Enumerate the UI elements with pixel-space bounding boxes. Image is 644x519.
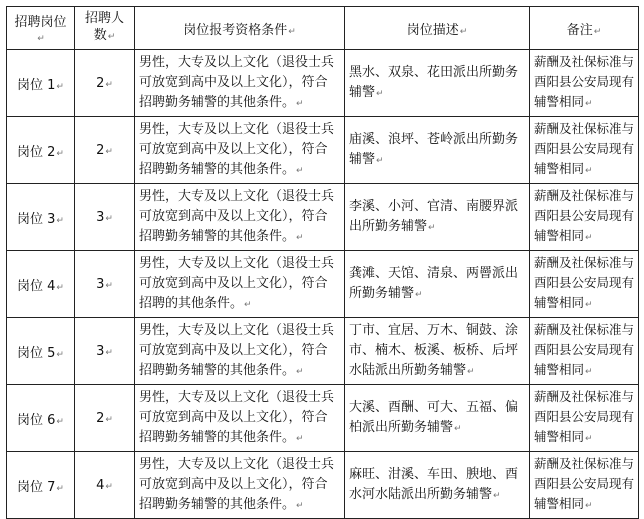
conditions-text: 男性，大专及以上文化（退役士兵可放宽到高中及以上文化），符合招聘勤务辅警的其他条件。 [139,188,335,244]
header-description [345,7,530,50]
position-label: 岗位 2 [17,144,56,160]
position-label: 岗位 1 [17,77,56,93]
description-cell [345,184,530,251]
table-body [7,50,639,519]
position-cell [7,117,75,184]
paragraph-mark: ↵ [296,500,304,511]
conditions-cell [135,385,345,452]
note-text: 薪酬及社保标准与酉阳县公安局现有辅警相同 [534,188,635,243]
description-cell [345,452,530,519]
description-cell [345,318,530,385]
conditions-text: 男性，大专及以上文化（退役士兵可放宽到高中及以上文化），符合招聘勤务辅警的其他条件。 [139,456,335,512]
paragraph-mark: ↵ [296,165,304,176]
note-cell [530,184,639,251]
paragraph-mark: ↵ [585,99,593,109]
description-cell [345,117,530,184]
paragraph-mark: ↵ [585,501,593,511]
paragraph-mark: ↵ [585,434,593,444]
table-row [7,184,639,251]
paragraph-mark: ↵ [454,423,462,434]
conditions-cell [135,452,345,519]
header-count [75,7,135,50]
count-cell [75,385,135,452]
count-cell [75,251,135,318]
paragraph-mark: ↵ [56,148,64,159]
paragraph-mark: ↵ [56,215,64,226]
count-cell [75,452,135,519]
note-cell [530,50,639,117]
description-cell [345,50,530,117]
count-cell [75,117,135,184]
description-text: 丁市、宜居、万木、铜鼓、涂市、楠木、板溪、板桥、后坪水陆派出所勤务辅警 [349,322,519,378]
paragraph-mark: ↵ [56,416,64,427]
note-cell [530,251,639,318]
table-row [7,117,639,184]
note-text: 薪酬及社保标准与酉阳县公安局现有辅警相同 [534,456,635,511]
conditions-cell [135,50,345,117]
count-value: 2 [96,142,105,158]
count-value: 2 [96,410,105,426]
conditions-cell [135,318,345,385]
note-cell [530,452,639,519]
header-count-label: 招聘人数 [84,11,124,43]
paragraph-mark: ↵ [376,88,384,99]
position-cell [7,251,75,318]
count-value: 3 [96,276,105,292]
position-label: 岗位 3 [17,211,56,227]
paragraph-mark: ↵ [105,481,113,492]
paragraph-mark: ↵ [105,280,113,291]
paragraph-mark: ↵ [244,299,252,310]
note-text: 薪酬及社保标准与酉阳县公安局现有辅警相同 [534,54,635,109]
description-text: 庙溪、浪坪、苍岭派出所勤务辅警 [349,131,519,167]
note-text: 薪酬及社保标准与酉阳县公安局现有辅警相同 [534,322,635,377]
paragraph-mark: ↵ [493,490,501,501]
note-text: 薪酬及社保标准与酉阳县公安局现有辅警相同 [534,255,635,310]
description-cell [345,385,530,452]
header-note-label: 备注 [566,22,593,38]
position-cell [7,184,75,251]
position-label: 岗位 6 [17,412,56,428]
conditions-text: 男性，大专及以上文化（退役士兵可放宽到高中及以上文化），符合招聘勤务辅警的其他条件。 [139,54,335,110]
paragraph-mark: ↵ [56,81,64,92]
paragraph-mark: ↵ [585,367,593,377]
count-value: 3 [96,209,105,225]
position-cell [7,318,75,385]
paragraph-mark: ↵ [56,282,64,293]
header-note [530,7,639,50]
conditions-text: 男性，大专及以上文化（退役士兵可放宽到高中及以上文化），符合招聘勤务辅警的其他条件。 [139,322,335,378]
paragraph-mark: ↵ [585,233,593,243]
paragraph-mark: ↵ [585,300,593,310]
paragraph-mark: ↵ [459,26,468,37]
paragraph-mark: ↵ [585,166,593,176]
description-text: 黑水、双泉、花田派出所勤务辅警 [349,64,519,100]
position-label: 岗位 4 [17,278,56,294]
conditions-cell [135,117,345,184]
note-text: 薪酬及社保标准与酉阳县公安局现有辅警相同 [534,389,635,444]
position-cell [7,452,75,519]
table-header [7,7,639,50]
conditions-cell [135,251,345,318]
header-description-label: 岗位描述 [406,22,459,38]
paragraph-mark: ↵ [105,347,113,358]
paragraph-mark: ↵ [105,213,113,224]
table-row [7,318,639,385]
position-cell [7,50,75,117]
note-text: 薪酬及社保标准与酉阳县公安局现有辅警相同 [534,121,635,176]
count-value: 2 [96,75,105,91]
count-value: 3 [96,343,105,359]
note-cell [530,318,639,385]
paragraph-mark: ↵ [56,349,64,360]
paragraph-mark: ↵ [296,98,304,109]
table-row [7,452,639,519]
position-cell [7,385,75,452]
paragraph-mark: ↵ [415,289,423,300]
paragraph-mark: ↵ [56,483,64,494]
paragraph-mark: ↵ [296,232,304,243]
header-position-label: 招聘岗位 [14,15,67,30]
note-cell [530,385,639,452]
table-row [7,385,639,452]
paragraph-mark: ↵ [107,32,116,42]
paragraph-mark: ↵ [296,433,304,444]
position-label: 岗位 5 [17,345,56,361]
header-conditions [135,7,345,50]
paragraph-mark: ↵ [105,146,113,157]
conditions-text: 男性，大专及以上文化（退役士兵可放宽到高中及以上文化），符合招聘的其他条件。 [139,255,335,311]
paragraph-mark: ↵ [296,366,304,377]
header-row [7,7,639,50]
conditions-text: 男性，大专及以上文化（退役士兵可放宽到高中及以上文化），符合招聘勤务辅警的其他条件。 [139,121,335,177]
description-text: 李溪、小河、官清、南腰界派出所勤务辅警 [349,198,519,234]
count-cell [75,50,135,117]
paragraph-mark: ↵ [428,222,436,233]
paragraph-mark: ↵ [376,155,384,166]
paragraph-mark: ↵ [467,366,475,377]
note-cell [530,117,639,184]
table-row [7,50,639,117]
count-cell [75,318,135,385]
paragraph-mark: ↵ [288,26,296,37]
conditions-text: 男性，大专及以上文化（退役士兵可放宽到高中及以上文化），符合招聘勤务辅警的其他条件。 [139,389,335,445]
header-position [7,7,75,50]
description-cell [345,251,530,318]
table-row [7,251,639,318]
recruitment-table [6,6,639,519]
conditions-cell [135,184,345,251]
count-value: 4 [96,477,105,493]
paragraph-mark: ↵ [37,34,45,44]
position-label: 岗位 7 [17,479,56,495]
paragraph-mark: ↵ [593,26,602,37]
description-text: 龚滩、天馆、清泉、两罾派出所勤务辅警 [349,265,519,301]
description-text: 大溪、酉酬、可大、五福、偏柏派出所勤务辅警 [349,399,519,435]
description-text: 麻旺、泔溪、车田、腴地、酉水河水陆派出所勤务辅警 [349,466,519,502]
count-cell [75,184,135,251]
paragraph-mark: ↵ [105,414,113,425]
header-conditions-label: 岗位报考资格条件 [183,22,288,38]
paragraph-mark: ↵ [105,79,113,90]
